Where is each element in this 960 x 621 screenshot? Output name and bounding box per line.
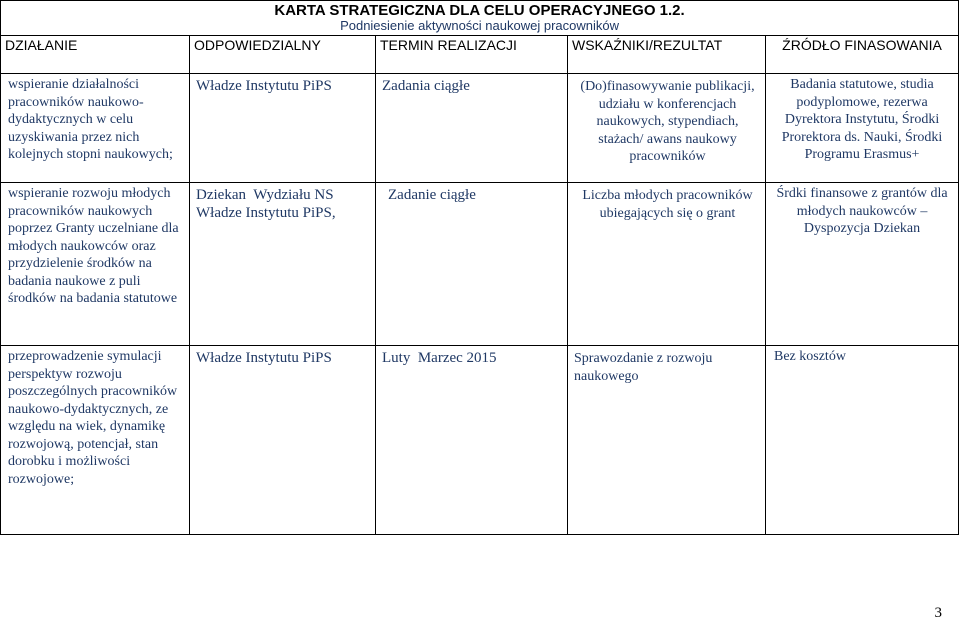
document-subtitle: Podniesienie aktywności naukowej pracowników [340, 18, 619, 33]
row1-action: wspieranie działalności pracowników naukowo-dydaktycznych w celu uzyskiwania przez nich kolejnych stopni naukowych; [1, 74, 190, 183]
document-title: KARTA STRATEGICZNA DLA CELU OPERACYJNEGO 1.2. [274, 2, 685, 19]
row3-funding: Bez kosztów [766, 346, 959, 535]
header-funding: ŹRÓDŁO FINASOWANIA [766, 36, 959, 74]
row2-responsible-line1: Dziekan Wydziału NS [196, 187, 334, 203]
header-row [1, 36, 959, 74]
table-row [1, 183, 959, 346]
header-indicators: WSKAŹNIKI/REZULTAT [568, 36, 766, 74]
row1-responsible: Władze Instytutu PiPS [190, 74, 376, 183]
header-action: DZIAŁANIE [1, 36, 190, 74]
row1-indicators: (Do)finasowywanie publikacji, udziału w konferencjach naukowych, stypendiach, stażach/ awans naukowy pracowników [568, 74, 766, 183]
table-row [1, 74, 959, 183]
row2-funding: Śrdki finansowe z grantów dla młodych naukowców – Dyspozycja Dziekan [766, 183, 959, 346]
row2-deadline: Zadanie ciągłe [376, 183, 568, 346]
row2-action: wspieranie rozwoju młodych pracowników naukowych poprzez Granty uczelniane dla młodych naukowców oraz przydzielenie środków na badania naukowe z puli środków na badania statutowe [1, 183, 190, 346]
header-responsible: ODPOWIEDZIALNY [190, 36, 376, 74]
title-row [1, 1, 959, 36]
row2-indicators: Liczba młodych pracowników ubiegających się o grant [568, 183, 766, 346]
header-deadline: TERMIN REALIZACJI [376, 36, 568, 74]
page-number: 3 [934, 605, 942, 621]
row3-action: przeprowadzenie symulacji perspektyw rozwoju poszczególnych pracowników naukowo-dydaktycznych, ze względu na wiek, dynamikę rozwojową, potencjał, stan dorobku i możliwości rozwojowe; [1, 346, 190, 535]
row3-responsible: Władze Instytutu PiPS [190, 346, 376, 535]
row3-indicators: Sprawozdanie z rozwoju naukowego [568, 346, 766, 535]
row2-responsible-line2: Władze Instytutu PiPS, [196, 204, 336, 221]
table-row [1, 346, 959, 535]
row2-responsible [190, 183, 376, 346]
title-cell [1, 1, 959, 36]
row1-funding: Badania statutowe, studia podyplomowe, rezerwa Dyrektora Instytutu, Środki Prorektora ds. Nauki, Środki Programu Erasmus+ [766, 74, 959, 183]
row1-deadline: Zadania ciągłe [376, 74, 568, 183]
row3-deadline: Luty Marzec 2015 [376, 346, 568, 535]
